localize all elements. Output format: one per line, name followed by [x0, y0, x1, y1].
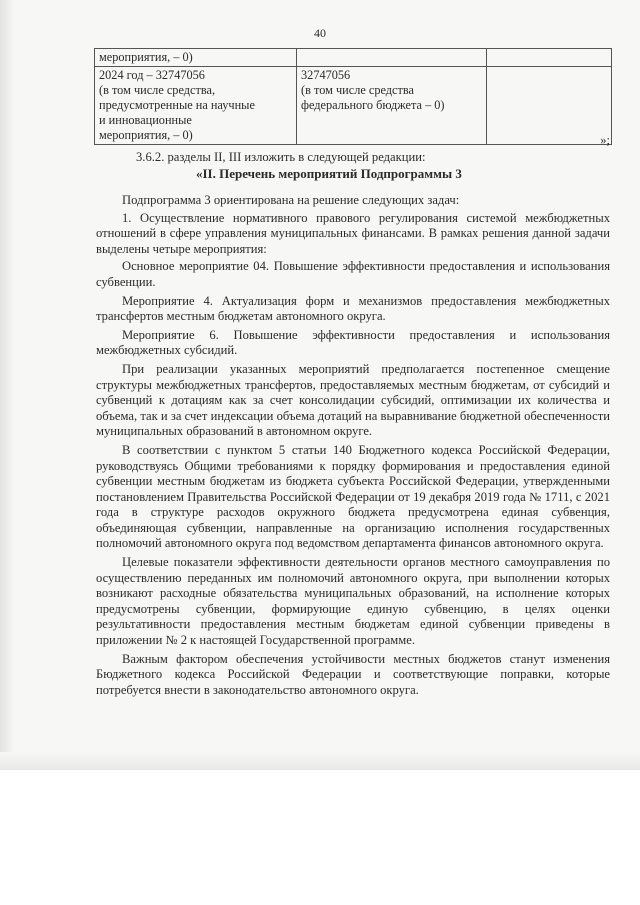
paragraph: Целевые показатели эффективности деятельности органов местного самоуправления по осуществлению переданных им полномочий автономного округа, при выполнении которых возникают расходные обязательства муниципальных образований, на исполнение которых предусмотрены субвенции, формирующие единую субвенцию, в целях оценки результативности предоставления местным бюджетам единой субвенции приведены в приложении № 2 к настоящей Государственной программе. [96, 555, 610, 648]
paragraph: Мероприятие 6. Повышение эффективности предоставления и использования межбюджетных субсидий. [96, 327, 610, 358]
table-cell: мероприятия, – 0) [95, 49, 297, 67]
table-cell: 32747056 (в том числе средства федерального бюджета – 0) [297, 67, 487, 145]
closing-quote-mark: »; [600, 133, 610, 147]
table-row [95, 67, 612, 145]
document-body [96, 193, 610, 701]
amendment-intro: 3.6.2. разделы II, III изложить в следующей редакции: [136, 150, 426, 164]
table-cell [297, 49, 487, 67]
page-number: 40 [314, 26, 326, 40]
paragraph: В соответствии с пунктом 5 статьи 140 Бюджетного кодекса Российской Федерации, руководствуясь Общими требованиями к порядку формирования и предоставления единой субвенции местным бюджетам из бюджета субъекта Российской Федерации, утвержденными постановлением Правительства Российской Федерации от 19 декабря 2019 года № 1711, с 2021 года в структуре расходов окружного бюджета предусмотрена единая субвенция, объединяющая субвенции, направленные на организацию исполнения государственных полномочий автономного округа под ведомством департамента финансов автономного округа. [96, 442, 610, 551]
paragraph: Важным фактором обеспечения устойчивости местных бюджетов станут изменения Бюджетного кодекса Российской Федерации и соответствующие поправки, которые потребуется внести в законодательство автономного округа. [96, 651, 610, 697]
scan-shadow-bottom [0, 752, 640, 770]
funding-table [94, 48, 612, 145]
table-row [95, 49, 612, 67]
paragraph: При реализации указанных мероприятий предполагается постепенное смещение структуры межбюджетных трансфертов, предоставляемых местным бюджетам, от субсидий и субвенций к дотациям как за счет консолидации субсидий, оптимизации их количества и объема, так и за счет индексации объема дотаций на выравнивание бюджетной обеспеченности муниципальных образований в автономном округе. [96, 361, 610, 439]
table-cell: 2024 год – 32747056 (в том числе средства, предусмотренные на научные и инновационные мероприятия, – 0) [95, 67, 297, 145]
table-cell [486, 67, 611, 145]
paragraph: Подпрограмма 3 ориентирована на решение следующих задач: [122, 193, 460, 207]
table-cell [486, 49, 611, 67]
paragraph: 1. Осуществление нормативного правового регулирования системой межбюджетных отношений в сфере управления муниципальных финансами. В рамках решения данной задачи выделены четыре мероприятия: [96, 210, 610, 256]
section-heading: «II. Перечень мероприятий Подпрограммы 3 [196, 166, 462, 181]
scan-shadow-left [0, 0, 14, 770]
paragraph: Основное мероприятие 04. Повышение эффективности предоставления и использования субвенции. [96, 259, 610, 289]
paragraph: Мероприятие 4. Актуализация форм и механизмов предоставления межбюджетных трансфертов местным бюджетам автономного округа. [96, 293, 610, 324]
